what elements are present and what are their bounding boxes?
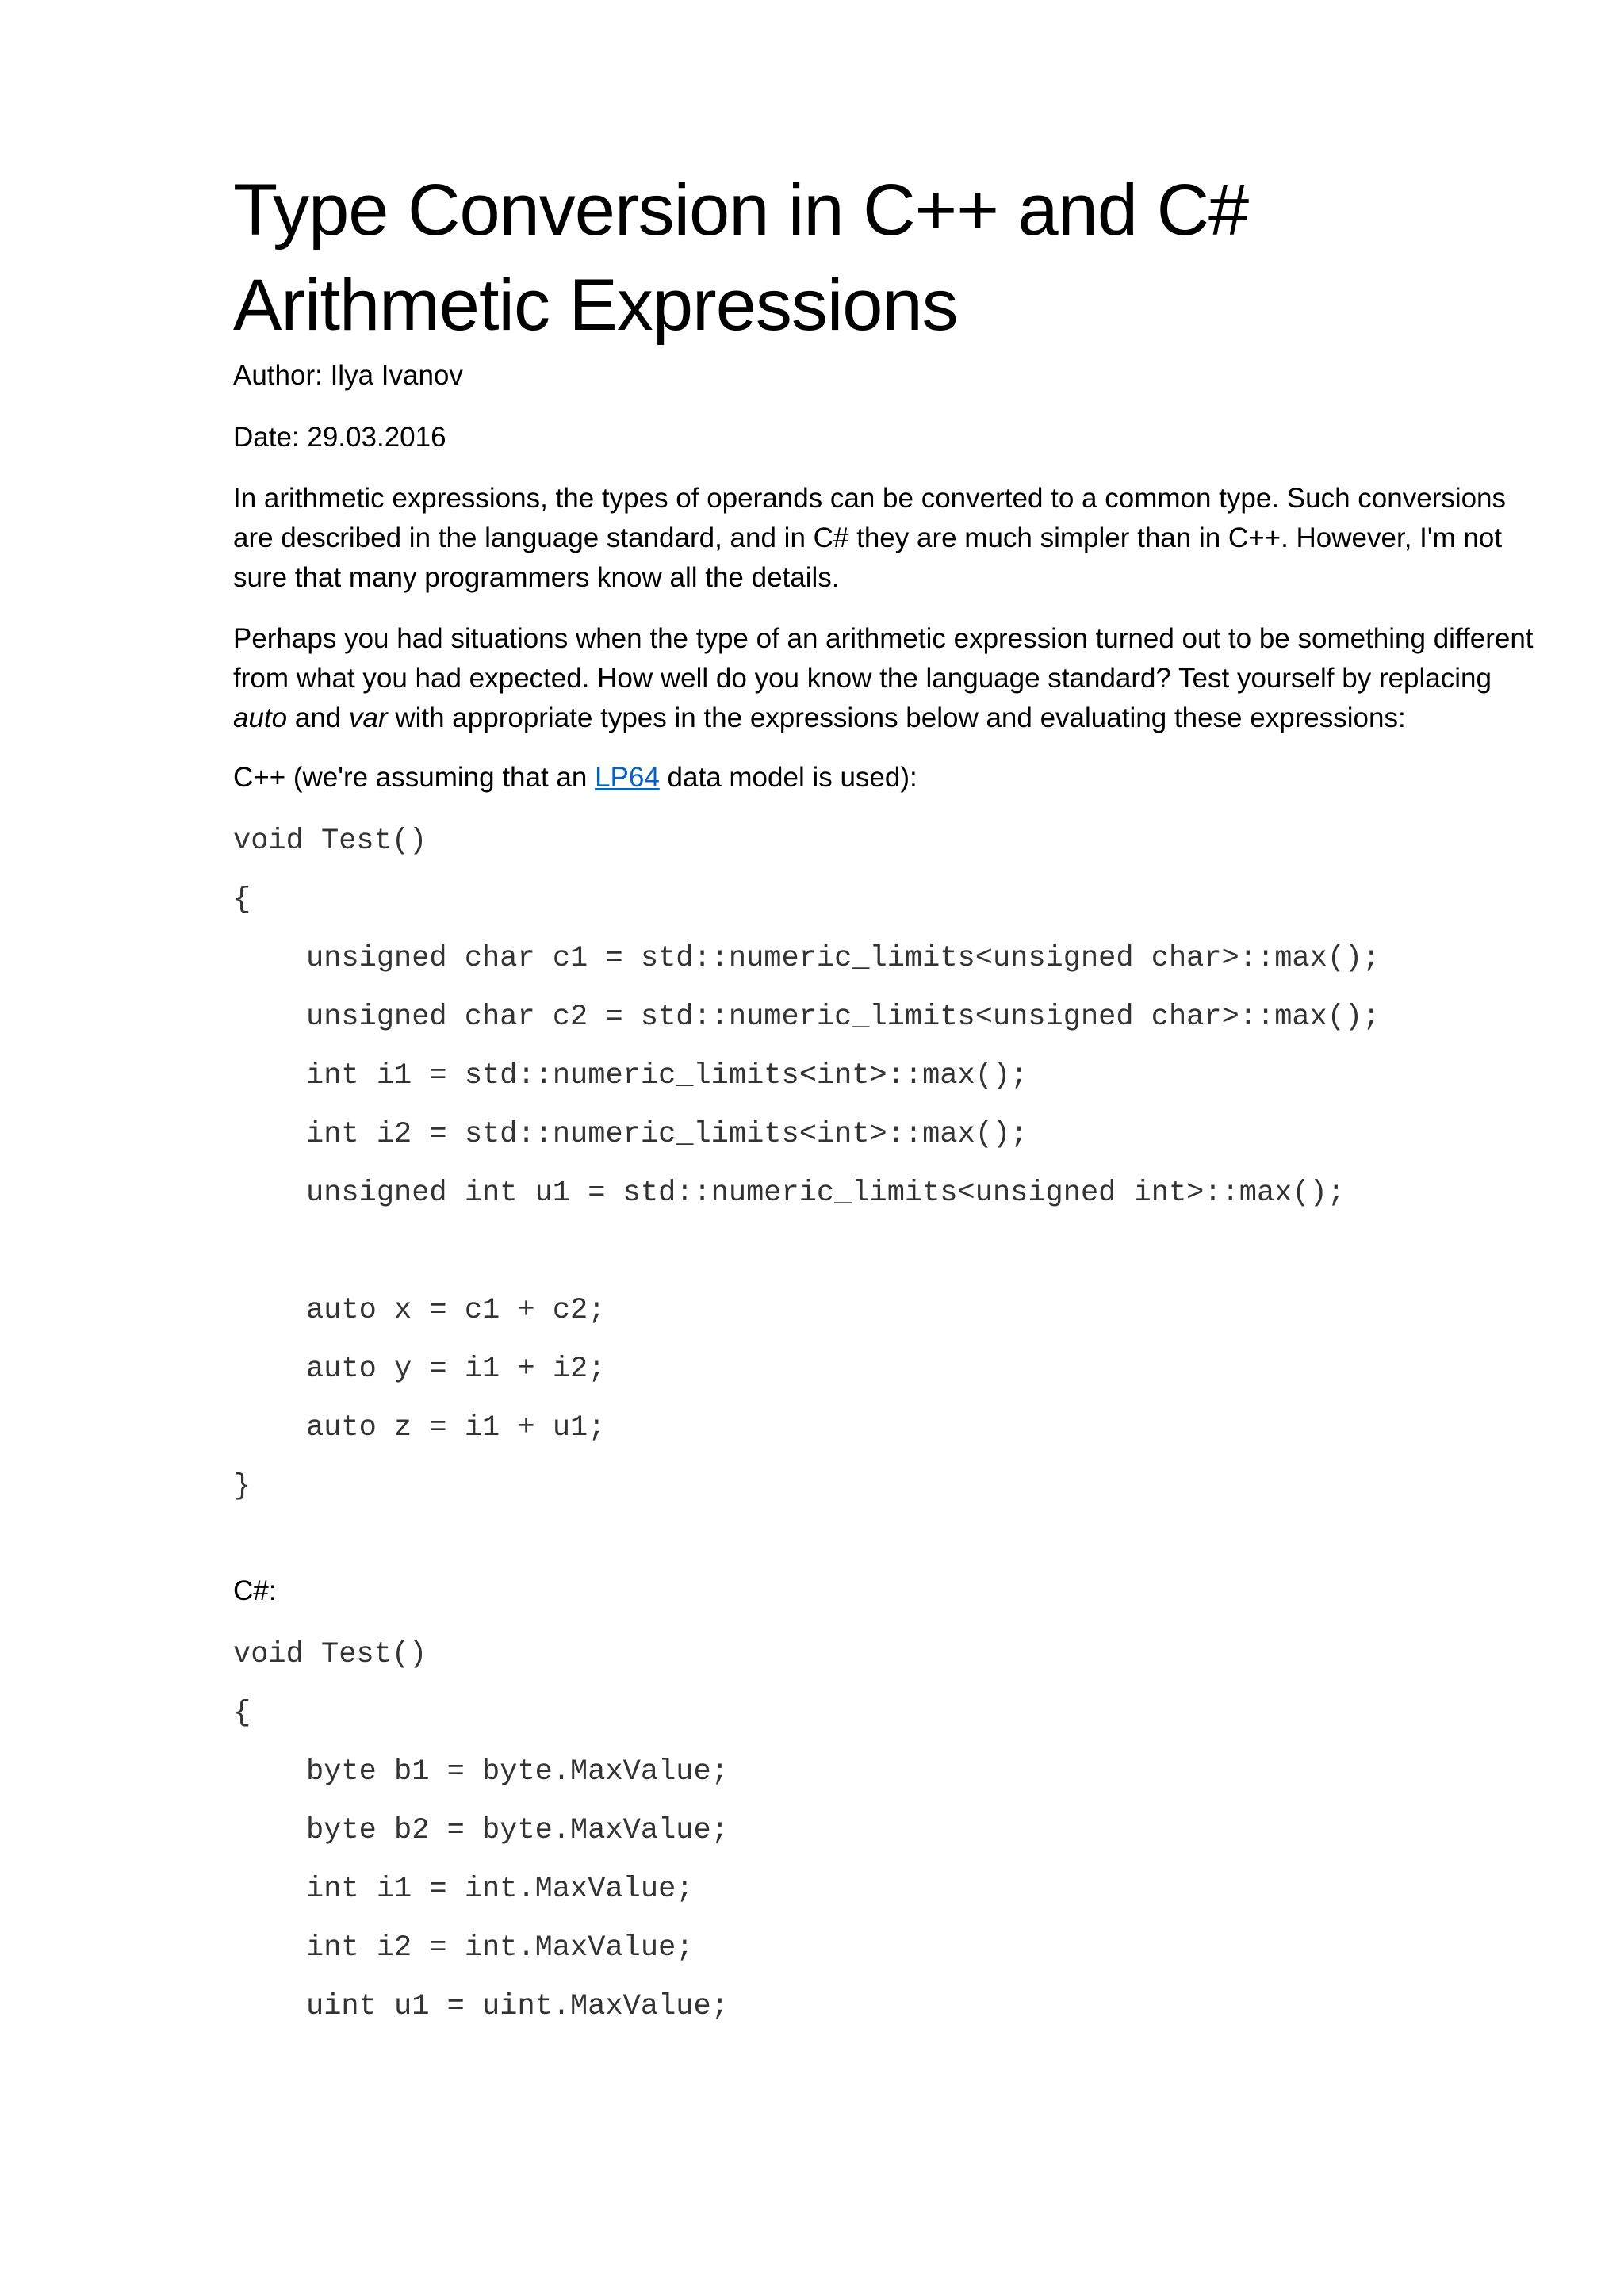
test-paragraph (233, 619, 1534, 738)
cpp-label-after: data model is used): (659, 762, 917, 793)
cpp-label (233, 758, 1534, 798)
cpp-code-block (233, 812, 1534, 1516)
test-paragraph-part2: and (287, 702, 349, 733)
lp64-link[interactable]: LP64 (595, 762, 660, 793)
code-line: unsigned char c1 = std::numeric_limits<unsigned char>::max(); (306, 942, 1381, 975)
cpp-label-before: C++ (we're assuming that an (233, 762, 596, 793)
code-line: uint u1 = uint.MaxValue; (306, 1990, 729, 2023)
cs-code-block (233, 1625, 1534, 2036)
code-line: unsigned char c2 = std::numeric_limits<unsigned char>::max(); (306, 1001, 1381, 1034)
code-line: byte b2 = byte.MaxValue; (306, 1814, 729, 1847)
intro-paragraph: In arithmetic expressions, the types of operands can be converted to a common type. Such conversions are described in the language standard, and in C# they are much simpler than in C++. However, I'm not sure that many programmers know all the details. (233, 483, 1507, 593)
code-line: int i1 = std::numeric_limits<int>::max(); (306, 1059, 1028, 1093)
code-line: int i2 = int.MaxValue; (306, 1931, 694, 1965)
auto-keyword: auto (233, 702, 288, 733)
code-line-blank (233, 1223, 1534, 1281)
code-line: byte b1 = byte.MaxValue; (306, 1755, 729, 1789)
document-page (233, 163, 1534, 2036)
code-line: auto x = c1 + c2; (306, 1294, 606, 1327)
code-line: int i2 = std::numeric_limits<int>::max(); (306, 1118, 1028, 1151)
code-line: auto y = i1 + i2; (306, 1353, 606, 1386)
code-line: void Test() (233, 1638, 427, 1671)
section-spacer (233, 1516, 1534, 1571)
document-title: Type Conversion in C++ and C# Arithmetic Expressions (233, 170, 1249, 346)
code-line: { (233, 883, 251, 916)
test-paragraph-part1: Perhaps you had situations when the type of an arithmetic expression turned out to be something different from what you had expected. How well do you know the language standard? Test yourself by replacing (233, 623, 1534, 694)
code-line: int i1 = int.MaxValue; (306, 1873, 694, 1906)
code-line: { (233, 1697, 251, 1730)
cs-label: C#: (233, 1575, 277, 1606)
test-paragraph-part3: with appropriate types in the expressions below and evaluating these expressions: (387, 702, 1406, 733)
code-line: unsigned int u1 = std::numeric_limits<unsigned int>::max(); (306, 1177, 1346, 1210)
code-line: void Test() (233, 825, 427, 858)
code-line: } (233, 1470, 251, 1503)
code-line: auto z = i1 + u1; (306, 1411, 606, 1445)
date-line: Date: 29.03.2016 (233, 422, 446, 453)
author-line: Author: Ilya Ivanov (233, 360, 463, 391)
var-keyword: var (348, 702, 388, 733)
